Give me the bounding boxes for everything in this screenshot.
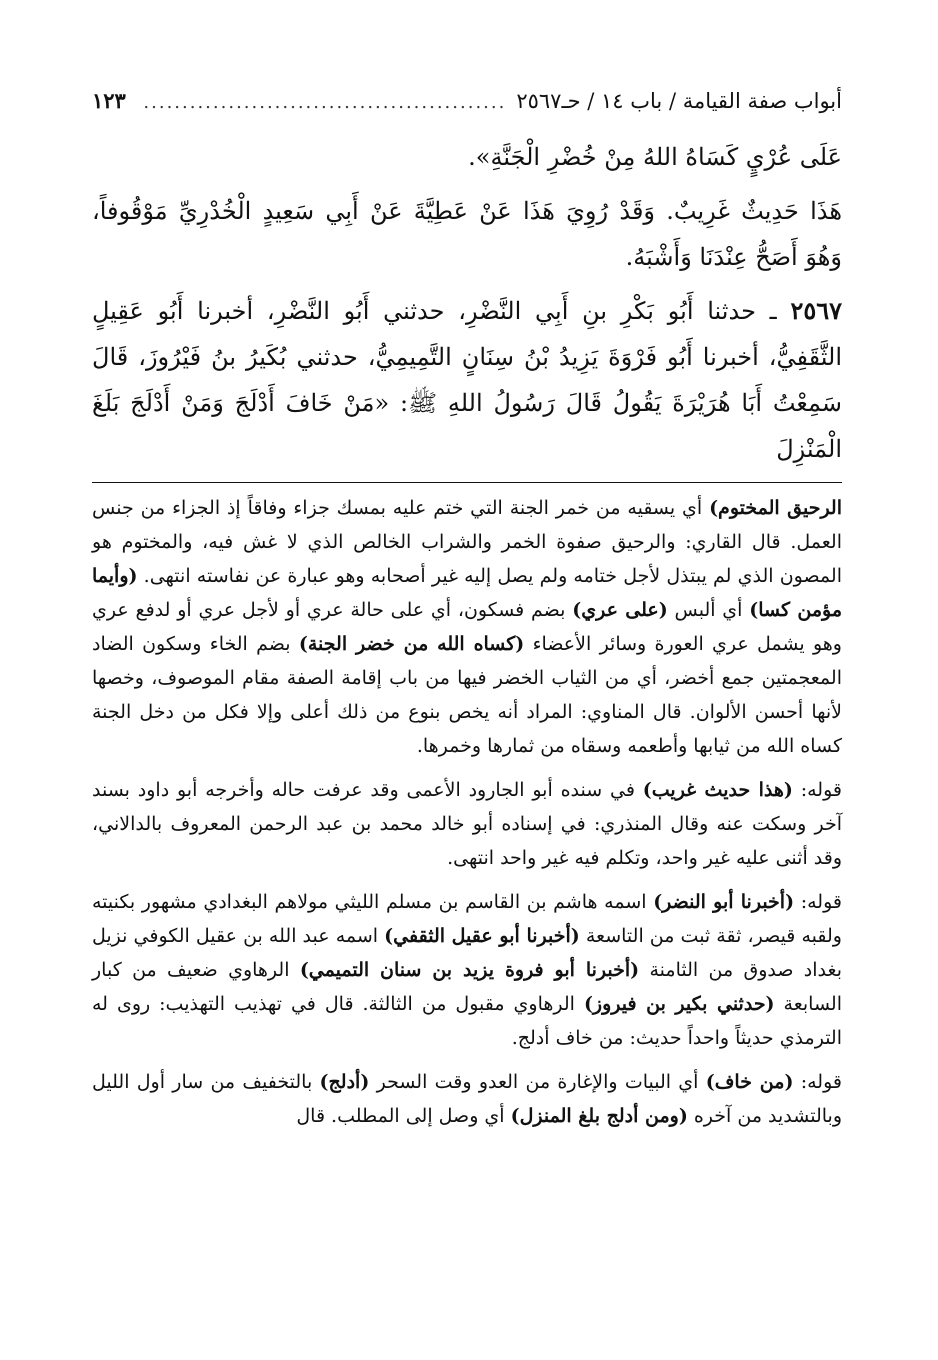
commentary-paragraph-1 <box>92 491 842 763</box>
commentary-bold: (أدلج) <box>319 1071 370 1093</box>
hadith-paragraph <box>92 288 842 472</box>
commentary-bold: (أخبرنا أبو النضر) <box>653 891 795 913</box>
commentary-text: بضم فسكون، أي على حالة عري أو لأجل عري أو لدفع عري وهو يشمل عري العورة وسائر الأعضاء <box>92 599 842 655</box>
commentary-text: قوله: <box>793 1071 842 1093</box>
commentary-text: قوله: <box>794 891 842 913</box>
commentary-bold: (على عري) <box>572 599 668 621</box>
commentary-paragraph-2 <box>92 773 842 875</box>
commentary-bold: (أخبرنا أبو عقيل الثقفي) <box>384 925 580 947</box>
commentary-bold: الرحيق المختوم) <box>709 497 842 519</box>
commentary-text: أي ألبس <box>667 599 750 621</box>
commentary-bold: (أخبرنا أبو فروة يزيد بن سنان التميمي) <box>299 959 640 981</box>
commentary-text: أي البيات والإغارة من العدو وقت السحر <box>369 1071 706 1093</box>
commentary-paragraph-4 <box>92 1065 842 1133</box>
running-header <box>92 86 842 118</box>
commentary-text: في سنده أبو الجارود الأعمى وقد عرفت حاله وأخرجه أبو داود بسند آخر وسكت عنه وقال المنذري: في إسناده أبو خالد محمد بن عبد الرحمن المعروف بالدالاني، وقد أثنى عليه غير واحد، وتكلم فيه غير واحد انتهى. <box>92 779 842 869</box>
commentary-text: أي يسقيه من خمر الجنة التي ختم عليه بمسك جزاء وفاقاً إذ الجزاء من جنس العمل. قال القاري: والرحيق صفوة الخمر والشراب الخالص الذي لا غش فيه، والمختوم هو المصون الذي لم يبتذل لأجل ختامه ولم يصل إليه غير أصحابه وهو عبارة عن نفاسته انتهى. <box>92 497 842 587</box>
commentary-text: أي وصل إلى المطلب. قال <box>296 1105 511 1127</box>
page-number: ١٢٣ <box>92 88 126 113</box>
commentary-bold: (هذا حديث غريب) <box>642 779 793 801</box>
hadith-main-text <box>92 134 842 472</box>
commentary-text: الرهاوي ضعيف من كبار السابعة <box>92 959 842 1015</box>
commentary-bold: (كساه الله من خضر الجنة) <box>298 633 525 655</box>
commentary-text: قوله: <box>792 779 842 801</box>
commentary-bold: (حدثني بكير بن فيروز) <box>583 993 775 1015</box>
commentary-text: اسمه هاشم بن القاسم بن مسلم الليثي مولاهم البغدادي مشهور بكنيته ولقبه قيصر، ثقة ثبت من التاسعة <box>92 891 842 947</box>
commentary-text: بالتخفيف من سار أول الليل وبالتشديد من آخره <box>92 1071 842 1127</box>
main-line-1: عَلَى عُرْيٍ كَسَاهُ اللهُ مِنْ خُضْرِ الْجَنَّةِ». <box>468 143 842 171</box>
hadith-number: ٢٥٦٧ <box>790 296 842 325</box>
commentary-text: بضم الخاء وسكون الضاد المعجمتين جمع أخضر، أي من الثياب الخضر فيها من باب إقامة الصفة مقام الموصوف، وخصها لأنها أحسن الألوان. قال المناوي: المراد أنه يخص بنوع من ذلك أعلى وإلا فكل من دخل الجنة كساه الله من ثيابها وأطعمه وسقاه من ثمارها وخمرها. <box>92 633 842 757</box>
commentary-text: الرهاوي مقبول من الثالثة. قال في تهذيب التهذيب: روى له الترمذي حديثاً واحداً حديث: من خاف أدلج. <box>92 993 842 1049</box>
commentary-bold: (من خاف) <box>705 1071 794 1093</box>
commentary-bold: (ومن أدلج بلغ المنزل) <box>510 1105 688 1127</box>
header-leader-dots: ............................................... <box>143 92 507 113</box>
main-paragraph-2: هَذَا حَدِيثٌ غَرِيبٌ. وَقَدْ رُوِيَ هَذَا عَنْ عَطِيَّةَ عَنْ أَبِي سَعِيدٍ الْخُدْرِيِّ مَوْقُوفاً، وَهُوَ أَصَحُّ عِنْدَنَا وَأَشْبَهُ. <box>92 197 842 271</box>
commentary-bold: (وأيما مؤمن كسا) <box>92 565 842 621</box>
commentary-text: اسمه عبد الله بن عقيل الكوفي نزيل بغداد صدوق من الثامنة <box>92 925 842 981</box>
commentary-section <box>92 491 842 1133</box>
hadith-text: ـ حدثنا أَبُو بَكْرِ بنِ أَبِي النَّضْرِ، حدثني أَبُو النَّضْرِ، أخبرنا أَبُو عَقِيلٍ الثَّقَفِيُّ، أخبرنا أَبُو فَرْوَةَ يَزِيدُ بْنُ سِنَانٍ التَّمِيمِيُّ، حدثني بُكَيرُ بنُ فَيْرُوزَ، قَالَ سَمِعْتُ أَبَا هُرَيْرَةَ يَقُولُ قَالَ رَسُولُ اللهِ ﷺ: «مَنْ خَافَ أَدْلَجَ وَمَنْ أَدْلَجَ بَلَغَ الْمَنْزِلَ <box>92 297 842 463</box>
footnote-divider <box>92 482 842 483</box>
header-title: أبواب صفة القيامة / باب ١٤ / حـ٢٥٦٧ <box>516 89 842 113</box>
commentary-paragraph-3 <box>92 885 842 1055</box>
